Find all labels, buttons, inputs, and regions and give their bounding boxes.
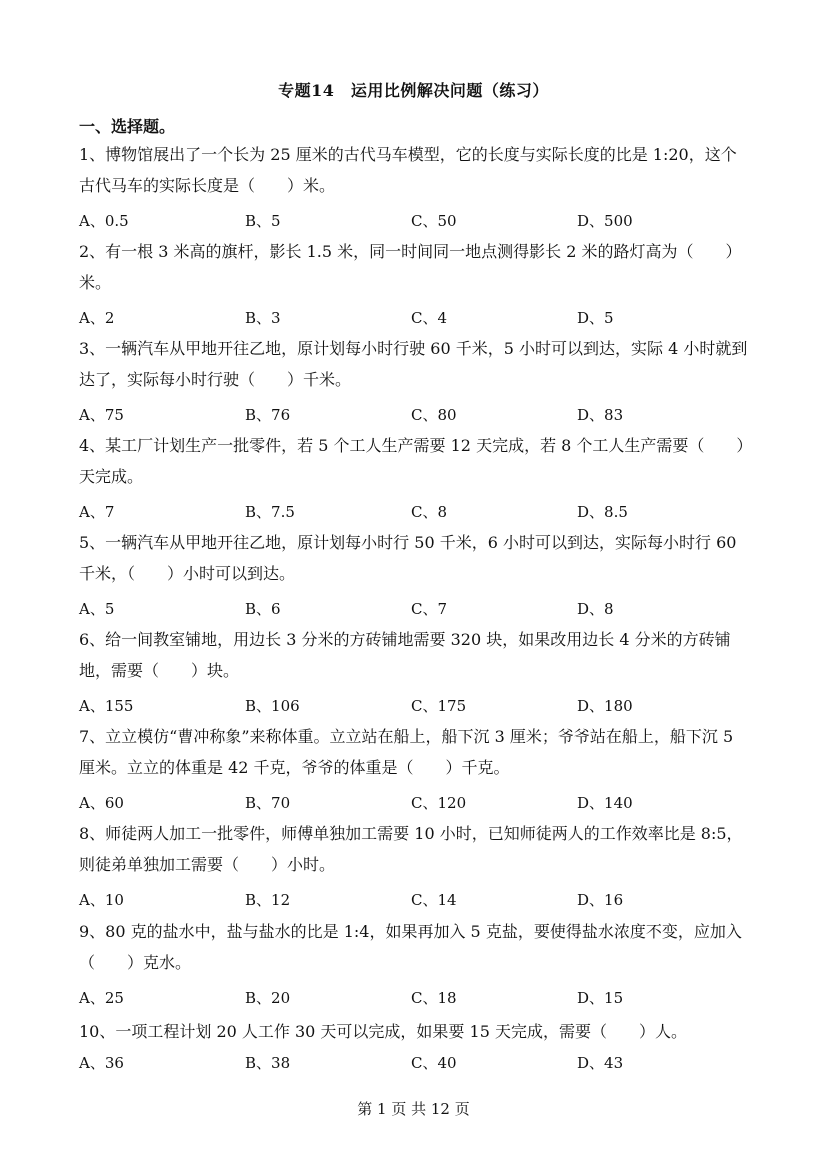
- question-text: 10、一项工程计划 20 人工作 30 天可以完成，如果要 15 天完成，需要（ ）人。: [79, 1022, 687, 1041]
- question-text: 1、博物馆展出了一个长为 25 厘米的古代马车模型，它的长度与实际长度的比是 1:20，这个古代马车的实际长度是（ ）米。: [79, 145, 737, 195]
- option-b: B、20: [245, 989, 291, 1007]
- option-b: B、7.5: [245, 503, 295, 521]
- option-d: D、140: [577, 794, 633, 812]
- options-row: [79, 695, 751, 717]
- options-row: [79, 404, 751, 426]
- options-row: [79, 598, 751, 620]
- option-c: C、14: [411, 891, 457, 909]
- option-b: B、5: [245, 212, 281, 230]
- options-row: [79, 307, 751, 329]
- section-heading: 一、选择题。: [79, 117, 176, 136]
- options-row: [79, 1052, 751, 1074]
- option-d: D、43: [577, 1054, 624, 1072]
- options-row: [79, 501, 751, 523]
- options-row: [79, 987, 751, 1009]
- option-d: D、15: [577, 989, 624, 1007]
- option-d: D、16: [577, 891, 624, 909]
- option-a: A、5: [79, 600, 115, 618]
- option-b: B、76: [245, 406, 291, 424]
- option-c: C、7: [411, 600, 448, 618]
- question-text: 5、一辆汽车从甲地开往乙地，原计划每小时行 50 千米，6 小时可以到达，实际每小时行 60 千米，（ ）小时可以到达。: [79, 533, 737, 583]
- option-d: D、180: [577, 697, 633, 715]
- option-b: B、38: [245, 1054, 291, 1072]
- option-a: A、36: [79, 1054, 124, 1072]
- question-text: 6、给一间教室铺地，用边长 3 分米的方砖铺地需要 320 块，如果改用边长 4 分米的方砖铺地，需要（ ）块。: [79, 630, 731, 680]
- option-b: B、106: [245, 697, 300, 715]
- option-c: C、8: [411, 503, 448, 521]
- page-title: 专题14 运用比例解决问题（练习）: [278, 81, 549, 100]
- option-b: B、6: [245, 600, 281, 618]
- option-a: A、75: [79, 406, 124, 424]
- option-d: D、500: [577, 212, 633, 230]
- option-c: C、4: [411, 309, 448, 327]
- option-a: A、155: [79, 697, 134, 715]
- option-a: A、2: [79, 309, 115, 327]
- question-text: 7、立立模仿“曹冲称象”来称体重。立立站在船上，船下沉 3 厘米；爷爷站在船上，船下沉 5 厘米。立立的体重是 42 千克，爷爷的体重是（ ）千克。: [79, 727, 734, 777]
- option-a: A、7: [79, 503, 115, 521]
- option-d: D、83: [577, 406, 624, 424]
- option-d: D、8.5: [577, 503, 628, 521]
- option-a: A、25: [79, 989, 124, 1007]
- option-c: C、80: [411, 406, 457, 424]
- option-b: B、70: [245, 794, 291, 812]
- option-c: C、40: [411, 1054, 457, 1072]
- options-row: [79, 889, 751, 911]
- options-row: [79, 210, 751, 232]
- option-a: A、10: [79, 891, 124, 909]
- question-text: 4、某工厂计划生产一批零件，若 5 个工人生产需要 12 天完成，若 8 个工人生产需要（ ）天完成。: [79, 436, 745, 486]
- page-footer: 第 1 页 共 12 页: [357, 1100, 470, 1118]
- option-c: C、120: [411, 794, 467, 812]
- option-b: B、12: [245, 891, 291, 909]
- option-b: B、3: [245, 309, 281, 327]
- question-text: 8、师徒两人加工一批零件，师傅单独加工需要 10 小时，已知师徒两人的工作效率比是 8:5，则徒弟单独加工需要（ ）小时。: [79, 824, 743, 874]
- options-row: [79, 792, 751, 814]
- option-d: D、5: [577, 309, 614, 327]
- option-d: D、8: [577, 600, 614, 618]
- option-a: A、60: [79, 794, 124, 812]
- option-c: C、50: [411, 212, 457, 230]
- question-text: 9、80 克的盐水中，盐与盐水的比是 1:4，如果再加入 5 克盐，要使得盐水浓度不变，应加入（ ）克水。: [79, 922, 742, 972]
- question-text: 3、一辆汽车从甲地开往乙地，原计划每小时行驶 60 千米，5 小时可以到达，实际 4 小时就到达了，实际每小时行驶（ ）千米。: [79, 339, 748, 389]
- option-c: C、175: [411, 697, 467, 715]
- option-c: C、18: [411, 989, 457, 1007]
- question-text: 2、有一根 3 米高的旗杆，影长 1.5 米，同一时间同一地点测得影长 2 米的路灯高为（ ）米。: [79, 242, 742, 292]
- option-a: A、0.5: [79, 212, 129, 230]
